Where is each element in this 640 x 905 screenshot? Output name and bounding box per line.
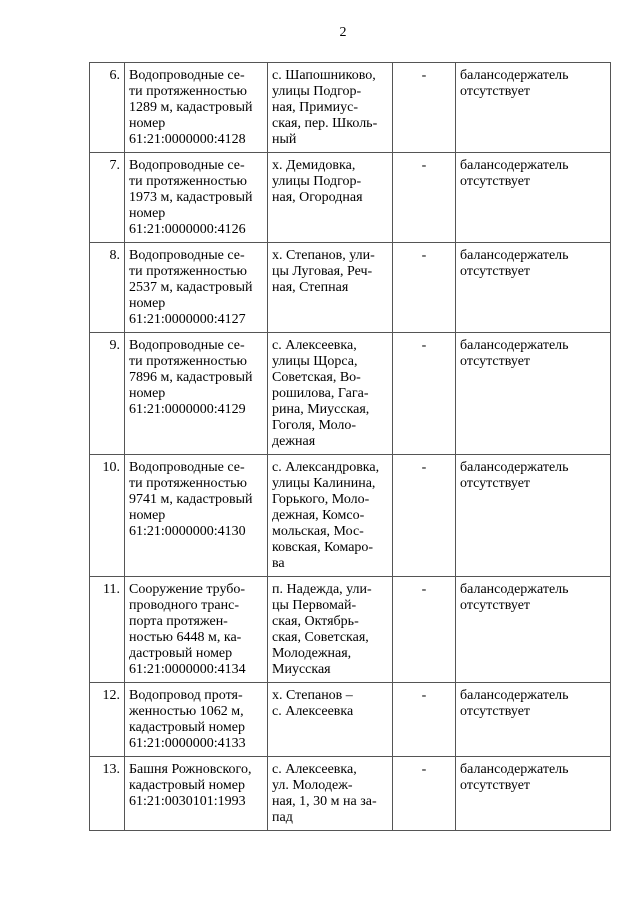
table-row — [90, 683, 611, 757]
holder-line: отсутствует — [460, 476, 531, 491]
holder-line: балансодержатель — [460, 248, 569, 263]
balance-holder-cell — [456, 243, 611, 333]
row-number: 12. — [102, 688, 120, 703]
object-line: номер — [129, 206, 166, 221]
dash-cell — [393, 757, 456, 831]
object-line: кадастровый номер — [129, 720, 245, 735]
object-line: ти протяженностью — [129, 354, 248, 369]
row-number: 13. — [102, 762, 120, 777]
address-line: п. Надежда, ули- — [272, 582, 372, 597]
holder-line: балансодержатель — [460, 158, 569, 173]
address-cell — [268, 683, 393, 757]
object-line: Водопроводные се- — [129, 248, 245, 263]
row-number-cell — [90, 683, 125, 757]
object-line: ти протяженностью — [129, 476, 248, 491]
object-line: Башня Рожновского, — [129, 762, 252, 777]
dash-value: - — [421, 762, 427, 777]
address-line: ская, Октябрь- — [272, 614, 359, 629]
row-number: 7. — [109, 158, 120, 173]
object-line: кадастровый номер — [129, 778, 245, 793]
table-body — [90, 63, 611, 831]
balance-holder-cell — [456, 63, 611, 153]
row-number-cell — [90, 757, 125, 831]
object-description-cell — [125, 455, 268, 577]
address-line: ный — [272, 132, 297, 147]
address-cell — [268, 455, 393, 577]
address-line: с. Алексеевка, — [272, 338, 357, 353]
balance-holder-cell — [456, 757, 611, 831]
address-cell — [268, 63, 393, 153]
row-number-cell — [90, 577, 125, 683]
object-line: 61:21:0000000:4129 — [129, 402, 246, 417]
table-row — [90, 153, 611, 243]
table-row — [90, 757, 611, 831]
address-line: с. Шапошниково, — [272, 68, 376, 83]
row-number: 6. — [109, 68, 120, 83]
object-description-cell — [125, 333, 268, 455]
object-line: номер — [129, 116, 166, 131]
object-line: Водопроводные се- — [129, 158, 245, 173]
holder-line: отсутствует — [460, 778, 531, 793]
row-number-cell — [90, 63, 125, 153]
address-line: ная, Примиус- — [272, 100, 358, 115]
holder-line: отсутствует — [460, 174, 531, 189]
address-line: дежная, Комсо- — [272, 508, 365, 523]
object-line: ностью 6448 м, ка- — [129, 630, 242, 645]
address-cell — [268, 333, 393, 455]
holder-line: балансодержатель — [460, 762, 569, 777]
address-line: с. Александровка, — [272, 460, 380, 475]
dash-cell — [393, 243, 456, 333]
object-line: Сооружение трубо- — [129, 582, 246, 597]
object-description-cell — [125, 683, 268, 757]
row-number: 9. — [109, 338, 120, 353]
object-description-cell — [125, 153, 268, 243]
dash-cell — [393, 455, 456, 577]
balance-holder-cell — [456, 577, 611, 683]
dash-value: - — [421, 582, 427, 597]
address-line: с. Алексеевка — [272, 704, 354, 719]
object-line: 61:21:0000000:4130 — [129, 524, 246, 539]
object-line: 9741 м, кадастровый — [129, 492, 253, 507]
object-line: номер — [129, 296, 166, 311]
holder-line: балансодержатель — [460, 338, 569, 353]
balance-holder-cell — [456, 455, 611, 577]
holder-line: отсутствует — [460, 354, 531, 369]
address-line: с. Алексеевка, — [272, 762, 357, 777]
object-line: 1289 м, кадастровый — [129, 100, 253, 115]
address-line: х. Степанов, ули- — [272, 248, 375, 263]
address-line: рина, Миусская, — [272, 402, 370, 417]
dash-cell — [393, 683, 456, 757]
object-line: женностью 1062 м, — [129, 704, 244, 719]
address-cell — [268, 757, 393, 831]
holder-line: отсутствует — [460, 704, 531, 719]
address-line: Миусская — [272, 662, 331, 677]
address-line: мольская, Мос- — [272, 524, 364, 539]
object-line: ти протяженностью — [129, 264, 248, 279]
holder-line: балансодержатель — [460, 688, 569, 703]
address-line: улицы Подгор- — [272, 174, 362, 189]
address-line: цы Луговая, Реч- — [272, 264, 373, 279]
dash-value: - — [421, 158, 427, 173]
address-line: Горького, Моло- — [272, 492, 370, 507]
holder-line: балансодержатель — [460, 68, 569, 83]
balance-holder-cell — [456, 683, 611, 757]
address-line: дежная — [272, 434, 316, 449]
table-row — [90, 577, 611, 683]
address-line: ная, 1, 30 м на за- — [272, 794, 377, 809]
dash-value: - — [421, 688, 427, 703]
object-line: 61:21:0030101:1993 — [129, 794, 246, 809]
object-description-cell — [125, 577, 268, 683]
dash-value: - — [421, 68, 427, 83]
object-line: дастровый номер — [129, 646, 233, 661]
address-line: ул. Молодеж- — [272, 778, 353, 793]
object-line: 61:21:0000000:4127 — [129, 312, 246, 327]
holder-line: балансодержатель — [460, 582, 569, 597]
object-line: 2537 м, кадастровый — [129, 280, 253, 295]
row-number: 10. — [102, 460, 120, 475]
table-row — [90, 243, 611, 333]
object-line: Водопровод протя- — [129, 688, 243, 703]
object-description-cell — [125, 757, 268, 831]
object-line: 1973 м, кадастровый — [129, 190, 253, 205]
address-line: Советская, Во- — [272, 370, 361, 385]
address-line: цы Первомай- — [272, 598, 357, 613]
object-line: ти протяженностью — [129, 174, 248, 189]
address-line: пад — [272, 810, 293, 825]
object-line: 61:21:0000000:4126 — [129, 222, 246, 237]
object-line: номер — [129, 386, 166, 401]
object-line: 61:21:0000000:4134 — [129, 662, 246, 677]
table-row — [90, 63, 611, 153]
page-number: 2 — [339, 25, 347, 40]
address-line: ская, пер. Школь- — [272, 116, 378, 131]
dash-cell — [393, 63, 456, 153]
object-line: ти протяженностью — [129, 84, 248, 99]
dash-cell — [393, 333, 456, 455]
address-line: Молодежная, — [272, 646, 352, 661]
address-cell — [268, 153, 393, 243]
dash-value: - — [421, 338, 427, 353]
table-row — [90, 333, 611, 455]
object-line: 61:21:0000000:4128 — [129, 132, 246, 147]
address-line: х. Степанов – — [272, 688, 353, 703]
address-cell — [268, 243, 393, 333]
object-line: 7896 м, кадастровый — [129, 370, 253, 385]
object-line: проводного транс- — [129, 598, 239, 613]
property-table — [89, 62, 611, 831]
address-line: ва — [272, 556, 285, 571]
address-line: ная, Степная — [272, 280, 349, 295]
address-line: Гоголя, Моло- — [272, 418, 357, 433]
row-number-cell — [90, 243, 125, 333]
object-description-cell — [125, 243, 268, 333]
address-line: улицы Щорса, — [272, 354, 358, 369]
holder-line: отсутствует — [460, 598, 531, 613]
address-line: ская, Советская, — [272, 630, 369, 645]
object-line: Водопроводные се- — [129, 338, 245, 353]
row-number: 11. — [103, 582, 120, 597]
address-line: рошилова, Гага- — [272, 386, 369, 401]
row-number-cell — [90, 455, 125, 577]
holder-line: балансодержатель — [460, 460, 569, 475]
dash-cell — [393, 577, 456, 683]
address-line: ковская, Комаро- — [272, 540, 374, 555]
balance-holder-cell — [456, 333, 611, 455]
object-line: номер — [129, 508, 166, 523]
dash-cell — [393, 153, 456, 243]
row-number-cell — [90, 333, 125, 455]
address-line: улицы Подгор- — [272, 84, 362, 99]
holder-line: отсутствует — [460, 264, 531, 279]
row-number: 8. — [109, 248, 120, 263]
address-line: улицы Калинина, — [272, 476, 376, 491]
address-line: ная, Огородная — [272, 190, 363, 205]
balance-holder-cell — [456, 153, 611, 243]
dash-value: - — [421, 248, 427, 263]
address-line: х. Демидовка, — [272, 158, 356, 173]
object-description-cell — [125, 63, 268, 153]
table-row — [90, 455, 611, 577]
address-cell — [268, 577, 393, 683]
object-line: 61:21:0000000:4133 — [129, 736, 246, 751]
dash-value: - — [421, 460, 427, 475]
object-line: Водопроводные се- — [129, 68, 245, 83]
row-number-cell — [90, 153, 125, 243]
object-line: Водопроводные се- — [129, 460, 245, 475]
object-line: порта протяжен- — [129, 614, 228, 629]
holder-line: отсутствует — [460, 84, 531, 99]
